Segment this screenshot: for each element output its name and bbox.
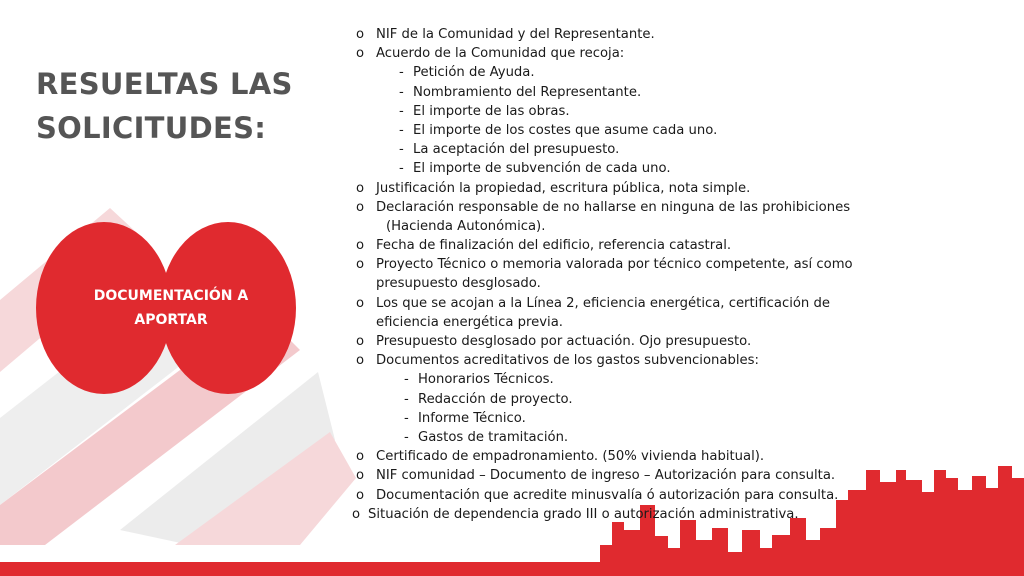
- list-item-continuation: [356, 274, 916, 293]
- sub-item-text: Nombramiento del Representante.: [413, 84, 642, 100]
- page-title: [36, 62, 326, 150]
- list-item: [356, 236, 916, 255]
- dash-marker: -: [404, 429, 409, 445]
- list-item: [356, 332, 916, 351]
- list-item: [356, 486, 916, 505]
- bullet-marker: o: [356, 180, 365, 196]
- sub-item-text: El importe de las obras.: [413, 103, 570, 119]
- bullet-marker: o: [356, 46, 365, 62]
- bullet-marker: o: [356, 353, 365, 369]
- list-item-text: Documentos acreditativos de los gastos subvencionables:: [376, 353, 759, 369]
- badge-line-1: DOCUMENTACIÓN A: [93, 288, 249, 304]
- bullet-marker: o: [352, 506, 361, 522]
- bullet-marker: o: [356, 449, 365, 465]
- list-item-continuation: [356, 217, 916, 236]
- list-item: [352, 505, 916, 524]
- sub-item: [356, 159, 916, 178]
- list-item: [356, 255, 916, 274]
- sub-item: [356, 370, 916, 389]
- list-item: [356, 25, 916, 44]
- title-line-2: SOLICITUDES:: [36, 111, 267, 145]
- list-item: [356, 351, 916, 370]
- sub-item: [356, 390, 916, 409]
- list-item-text: Acuerdo de la Comunidad que recoja:: [376, 46, 625, 62]
- list-item: [356, 447, 916, 466]
- dash-marker: -: [404, 410, 409, 426]
- bullet-marker: o: [356, 334, 365, 349]
- dash-marker: -: [399, 161, 404, 177]
- list-item-text: NIF comunidad – Documento de ingreso – Autorización para consulta.: [376, 468, 836, 484]
- dash-marker: -: [399, 84, 404, 100]
- sub-item: [356, 121, 916, 140]
- list-item-text: Certificado de empadronamiento. (50% vivienda habitual).: [376, 449, 765, 465]
- sub-item-text: La aceptación del presupuesto.: [413, 142, 620, 158]
- list-item-text: Fecha de finalización del edificio, referencia catastral.: [376, 238, 732, 254]
- continuation-text: (Hacienda Autonómica).: [386, 218, 546, 234]
- dash-marker: -: [399, 142, 404, 158]
- title-line-1: RESUELTAS LAS: [36, 67, 293, 101]
- bullet-marker: o: [356, 468, 365, 484]
- list-item: [356, 44, 916, 63]
- list-item-text: NIF de la Comunidad y del Representante.: [376, 27, 655, 42]
- list-item: [356, 466, 916, 485]
- dash-marker: -: [399, 103, 404, 119]
- sub-item: [356, 63, 916, 82]
- dash-marker: -: [404, 372, 409, 388]
- dash-marker: -: [399, 65, 404, 81]
- list-item-text: Los que se acojan a la Línea 2, eficiencia energética, certificación de: [376, 295, 830, 311]
- sub-item-text: El importe de los costes que asume cada uno.: [413, 122, 718, 138]
- continuation-text: eficiencia energética previa.: [376, 314, 563, 330]
- bullet-marker: o: [356, 487, 365, 503]
- list-item-text: Documentación que acredite minusvalía ó autorización para consulta.: [376, 487, 839, 503]
- sub-item-text: Gastos de tramitación.: [418, 429, 569, 445]
- sub-item: [356, 83, 916, 102]
- list-item-text: Declaración responsable de no hallarse en ninguna de las prohibiciones: [376, 199, 851, 215]
- sub-item: [356, 409, 916, 428]
- sub-item-text: El importe de subvención de cada uno.: [413, 161, 671, 177]
- badge-line-2: APORTAR: [134, 312, 208, 328]
- list-item: [356, 198, 916, 217]
- bullet-marker: o: [356, 257, 365, 273]
- sub-item-text: Petición de Ayuda.: [413, 65, 535, 81]
- bullet-marker: o: [356, 27, 365, 42]
- bullet-marker: o: [356, 199, 365, 215]
- sub-item-text: Redacción de proyecto.: [418, 391, 573, 407]
- sub-item: [356, 428, 916, 447]
- list-item-text: Situación de dependencia grado III o autorización administrativa.: [368, 506, 799, 522]
- list-item-text: Justificación la propiedad, escritura pública, nota simple.: [376, 180, 751, 196]
- documentation-badge: [70, 284, 272, 332]
- list-item-text: Proyecto Técnico o memoria valorada por técnico competente, así como: [376, 257, 853, 273]
- list-item-text: Presupuesto desglosado por actuación. Ojo presupuesto.: [376, 334, 752, 349]
- sub-item-text: Honorarios Técnicos.: [418, 372, 554, 388]
- list-item: [356, 179, 916, 198]
- continuation-text: presupuesto desglosado.: [376, 276, 541, 292]
- dash-marker: -: [404, 391, 409, 407]
- dash-marker: -: [399, 122, 404, 138]
- sub-item-text: Informe Técnico.: [418, 410, 526, 426]
- sub-item: [356, 140, 916, 159]
- requirements-list: [352, 25, 916, 524]
- list-item: [356, 294, 916, 313]
- bullet-marker: o: [356, 238, 365, 254]
- sub-item: [356, 102, 916, 121]
- bullet-marker: o: [356, 295, 365, 311]
- list-item-continuation: [356, 313, 916, 332]
